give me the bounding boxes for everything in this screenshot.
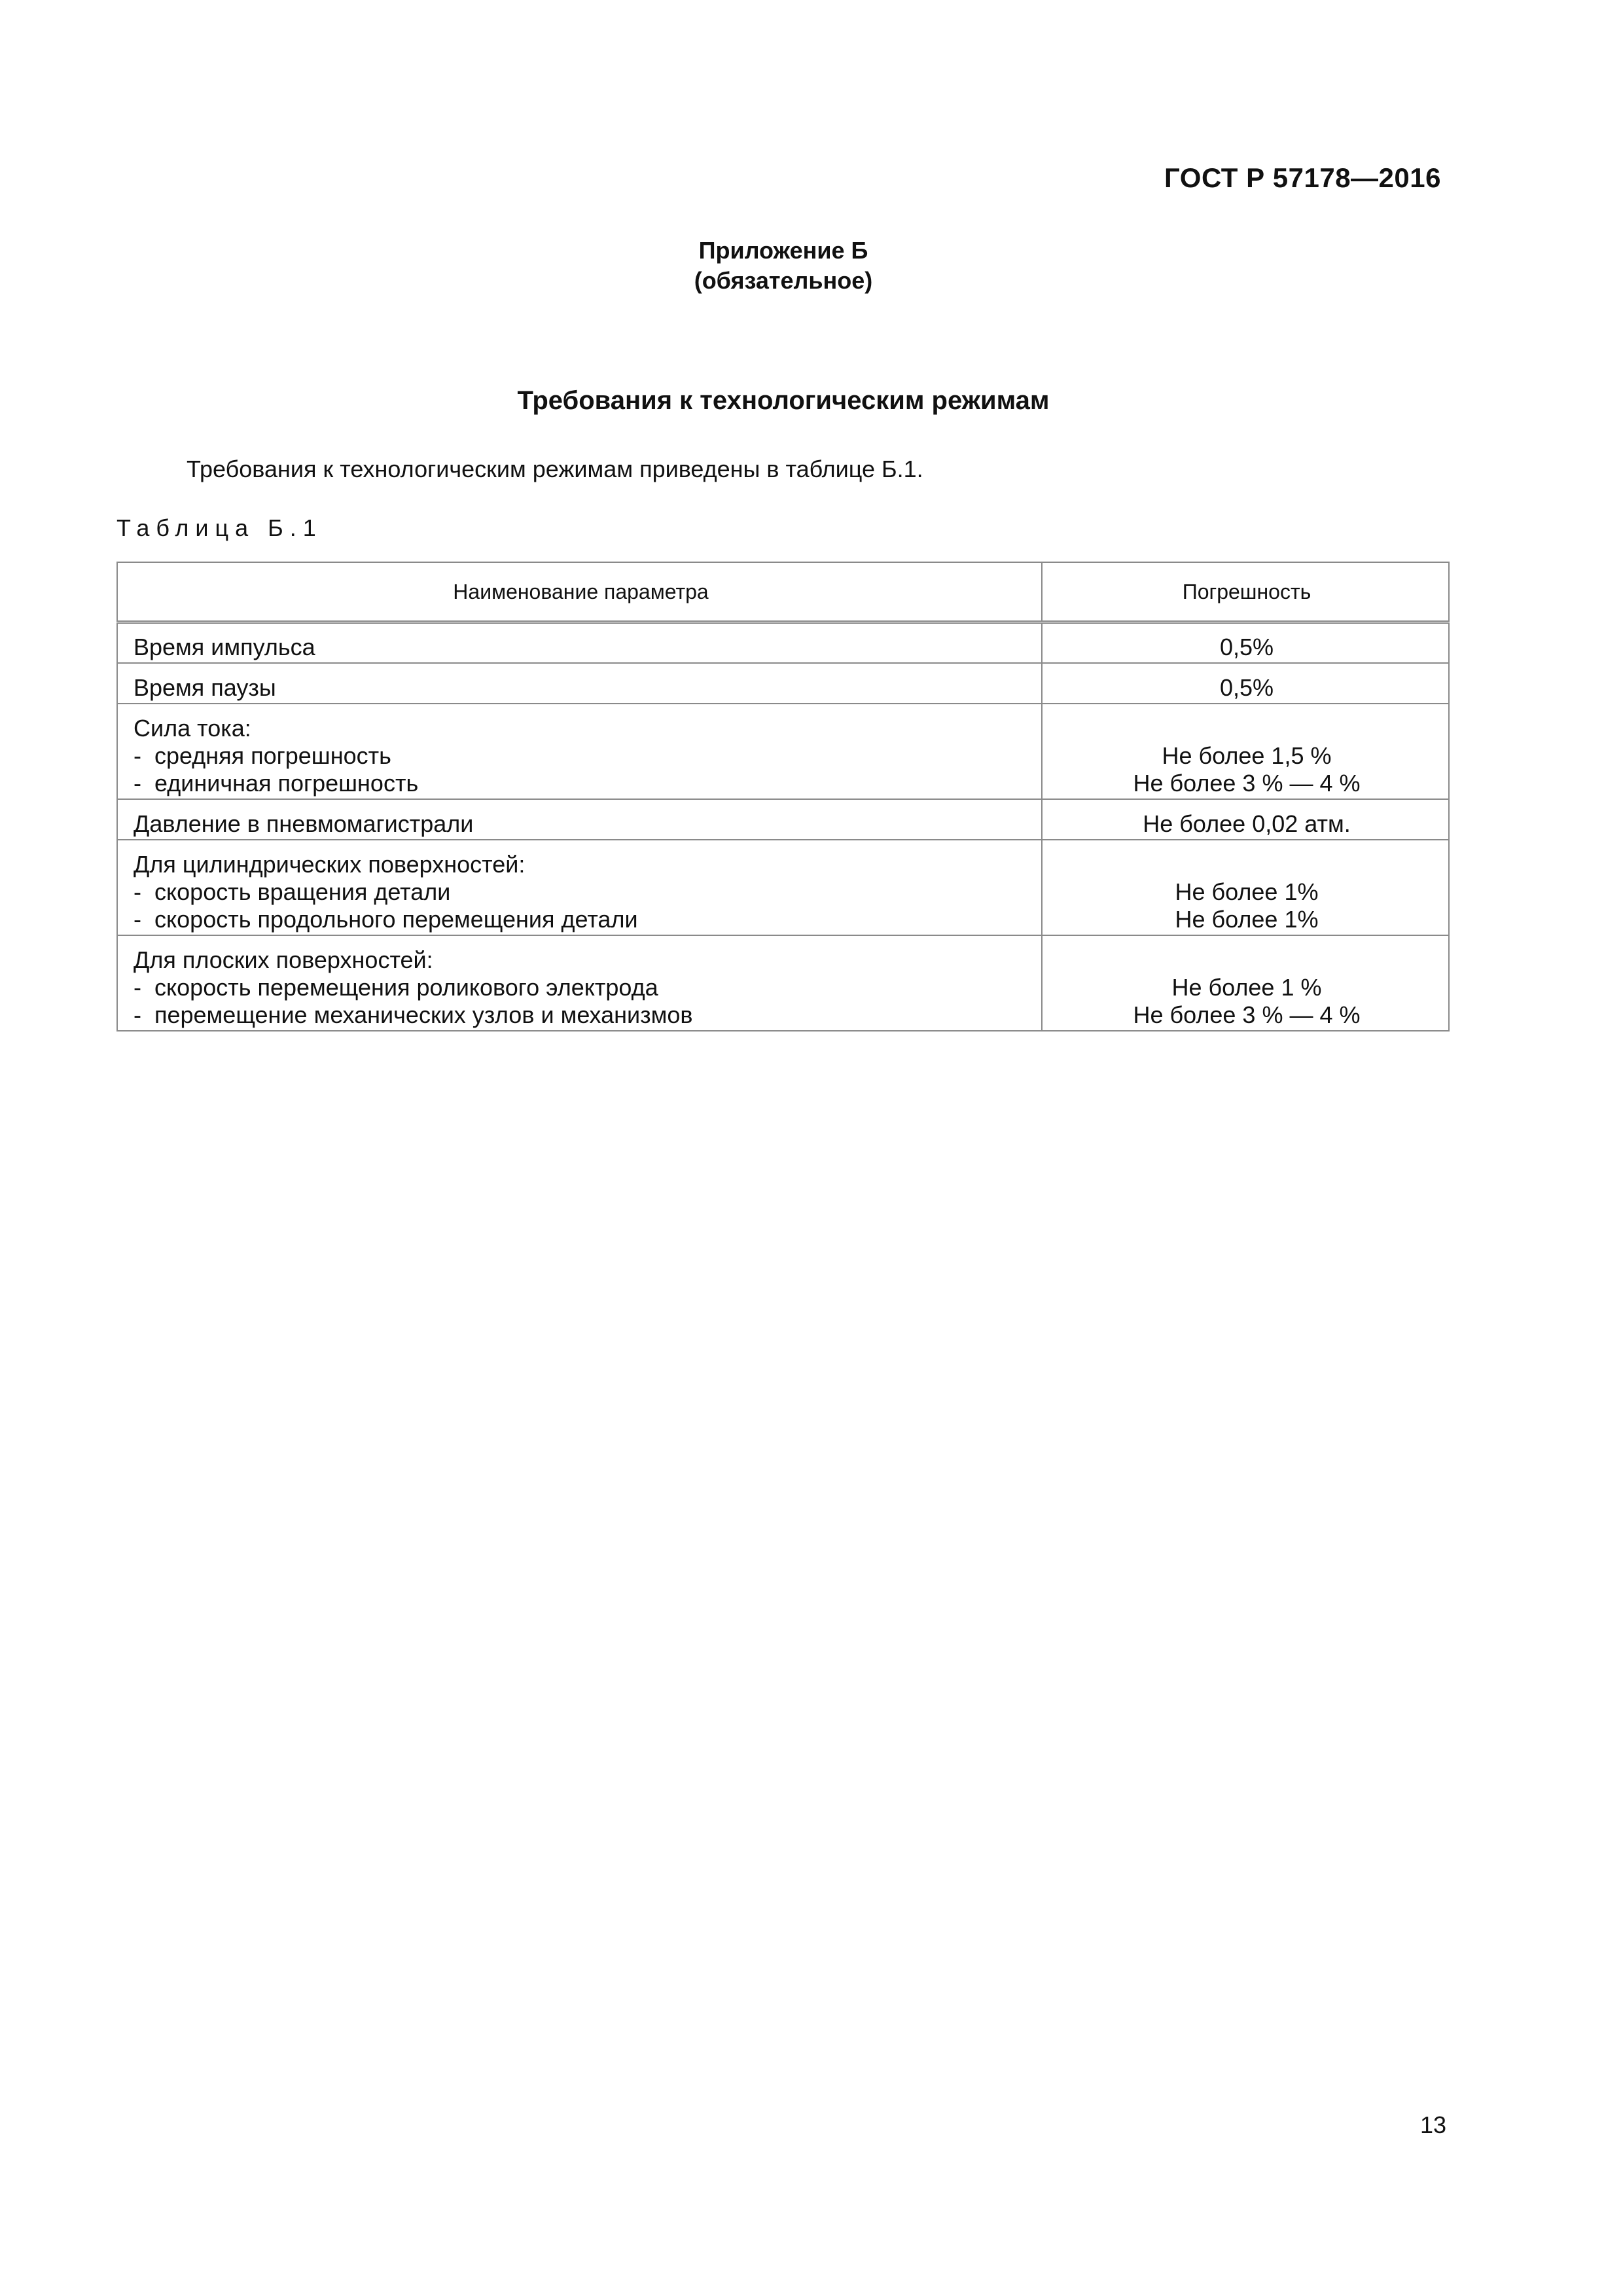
parameter-line: Давление в пневмомагистрали: [134, 810, 474, 837]
tolerance-cell: [1042, 622, 1449, 663]
section-title: Требования к технологическим режимам: [517, 386, 1050, 415]
appendix-title: Приложение Б: [698, 237, 868, 264]
intro-paragraph: Требования к технологическим режимам приведены в таблице Б.1.: [187, 456, 923, 482]
tolerance-cell: [1042, 840, 1449, 935]
parameter-line: Время импульса: [134, 633, 315, 660]
tolerance-line: Не более 3 % — 4 %: [1133, 769, 1361, 797]
parameter-line: - скорость продольного перемещения детали: [134, 905, 638, 933]
page-number: 13: [1419, 2111, 1446, 2138]
tolerance-line: Не более 1,5 %: [1162, 742, 1332, 769]
table-row: [117, 704, 1449, 799]
table-row: [117, 622, 1449, 663]
column-header-parameter: Наименование параметра: [117, 562, 1042, 622]
parameter-cell: [117, 663, 1042, 704]
parameter-line: Время паузы: [134, 673, 276, 701]
tolerance-cell: [1042, 799, 1449, 840]
parameters-table: [116, 562, 1450, 1031]
table-header-row: [117, 562, 1449, 622]
parameter-cell: [117, 622, 1042, 663]
parameter-line: - единичная погрешность: [134, 769, 419, 797]
tolerance-line: Не более 3 % — 4 %: [1133, 1001, 1361, 1028]
parameter-line: - средняя погрешность: [134, 742, 391, 769]
parameter-line: - перемещение механических узлов и механизмов: [134, 1001, 693, 1028]
tolerance-line: Не более 1%: [1175, 878, 1319, 905]
table-row: [117, 663, 1449, 704]
tolerance-line: 0,5%: [1219, 633, 1274, 660]
tolerance-line: Не более 1%: [1175, 905, 1319, 933]
document-code: ГОСТ Р 57178—2016: [1164, 162, 1441, 193]
parameter-cell: [117, 799, 1042, 840]
table-row: [117, 840, 1449, 935]
parameter-cell: [117, 840, 1042, 935]
parameter-line: - скорость перемещения роликового электрода: [134, 973, 658, 1001]
table-caption: Таблица Б.1: [116, 514, 323, 541]
tolerance-line: 0,5%: [1219, 673, 1274, 701]
tolerance-line: Не более 0,02 атм.: [1143, 810, 1351, 837]
tolerance-cell: [1042, 704, 1449, 799]
parameter-line: Для цилиндрических поверхностей:: [134, 850, 526, 878]
table-row: [117, 799, 1449, 840]
column-header-tolerance: Погрешность: [1042, 562, 1449, 622]
tolerance-cell: [1042, 935, 1449, 1031]
parameter-line: Для плоских поверхностей:: [134, 946, 433, 973]
parameter-line: Сила тока:: [134, 714, 251, 742]
table-row: [117, 935, 1449, 1031]
tolerance-cell: [1042, 663, 1449, 704]
parameter-cell: [117, 704, 1042, 799]
parameter-cell: [117, 935, 1042, 1031]
appendix-heading: [0, 236, 1567, 296]
tolerance-line: Не более 1 %: [1171, 973, 1322, 1001]
appendix-status: (обязательное): [694, 267, 873, 294]
parameter-line: - скорость вращения детали: [134, 878, 451, 905]
